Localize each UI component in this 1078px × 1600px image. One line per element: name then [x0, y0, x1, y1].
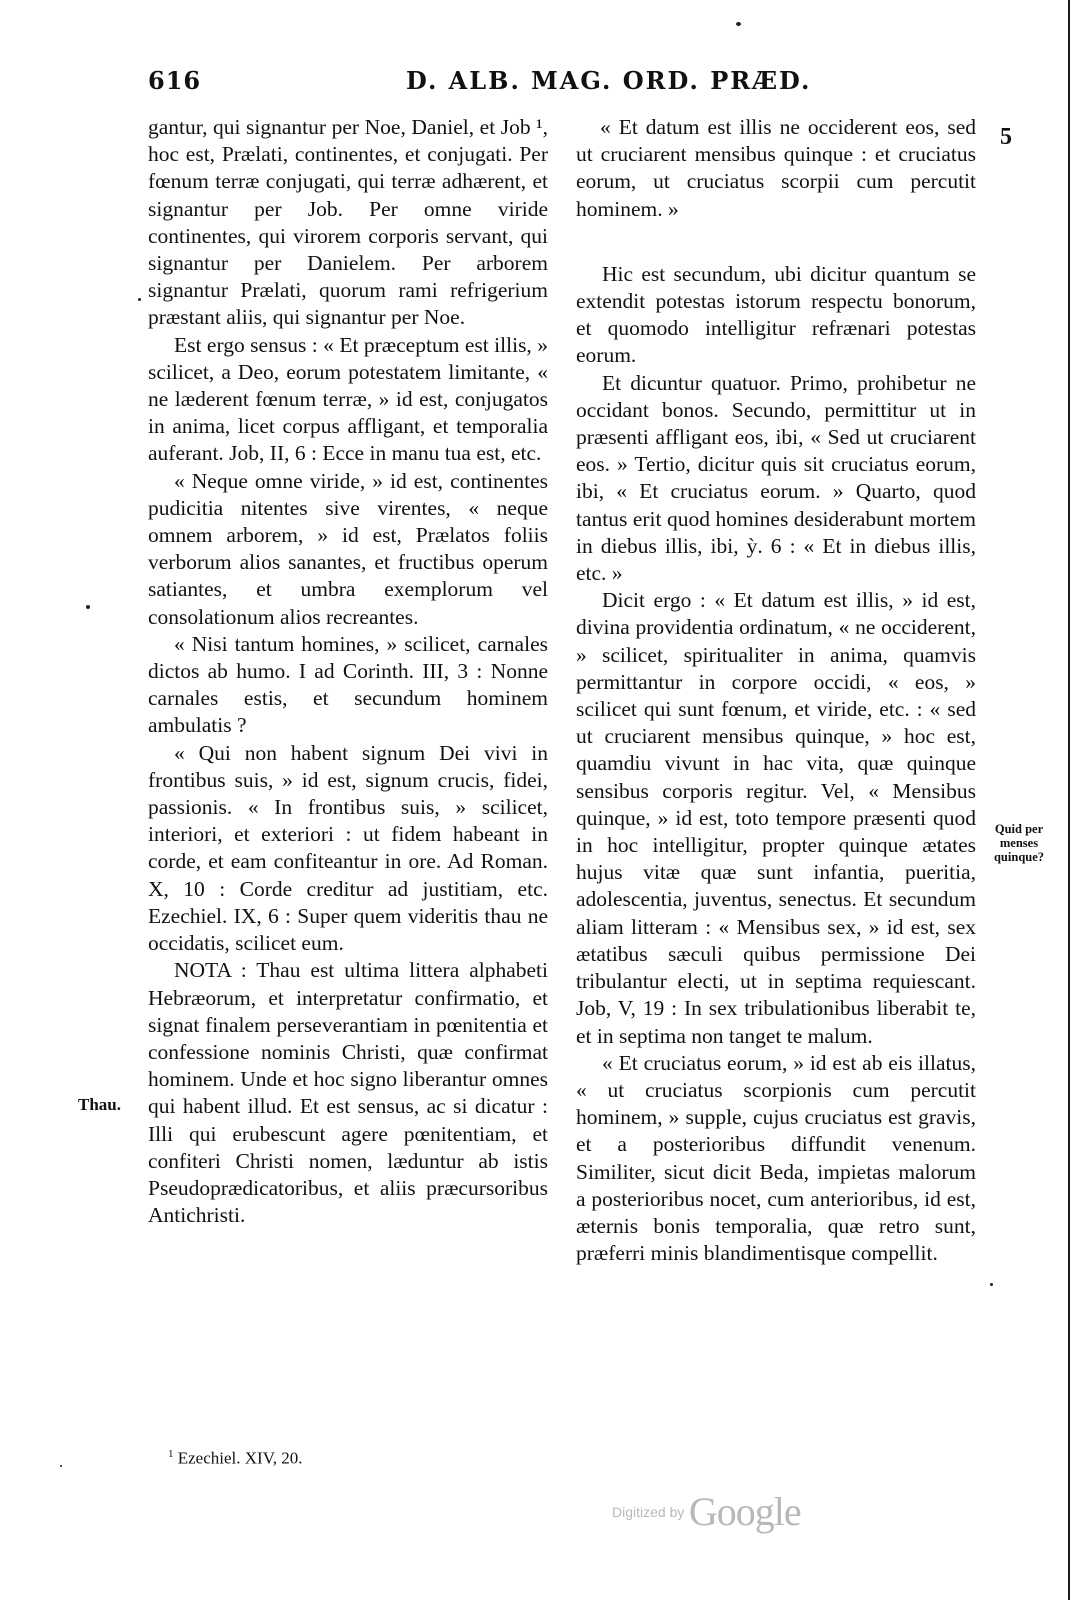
running-head: D. ALB. MAG. ORD. PRÆD.: [406, 66, 812, 95]
margin-verse-number: 5: [1000, 124, 1012, 150]
left-paragraph-3: « Neque omne viride, » id est, continentes pudicitia nitentes sive virentes, « neque omnem arborem, » id est, Prælatos foliis verborum alios sanantes, et fructibus operum satiantes, et umbra exemplorum vel consolationum alios recreantes.: [148, 468, 548, 629]
left-column: [148, 114, 548, 1229]
ink-speck: [990, 1283, 993, 1286]
right-paragraph-1: « Et datum est illis ne occiderent eos, sed ut cruciarent mensibus quinque : et cruciatus eorum, ut cruciatus scorpii cum percutit hominem. »: [576, 115, 976, 221]
left-paragraph-2: Est ergo sensus : « Et præceptum est illis, » scilicet, a Deo, eorum potestatem limitante, « ne læderent fœnum terræ, » id est, conjugatos in anima, licet corpus affligant, et temporalia auferant. Job, II, 6 : Ecce in manu tua est, etc.: [148, 332, 548, 466]
ink-speck: [138, 298, 141, 301]
margin-note-thau: Thau.: [78, 1095, 121, 1114]
right-column: [576, 114, 976, 1267]
left-paragraph-1: gantur, qui signantur per Noe, Daniel, et Job ¹, hoc est, Prælati, continentes, et conjugati. Per fœnum terræ conjugati, qui terræ adhærent, et signantur per Job. Per omne viride continentes, qui virorem corporis servant, qui signantur per Danielem. Per arborem signantur Prælati, quorum rami refrigerium præstant aliis, qui signantur per Noe.: [148, 115, 548, 330]
watermark-brand-logo: Google: [688, 1489, 801, 1534]
right-paragraph-2: Hic est secundum, ubi dicitur quantum se extendit potestas istorum respectu bonorum, et quomodo intelligitur refrænari potestas eorum.: [576, 261, 976, 368]
left-paragraph-4: « Nisi tantum homines, » scilicet, carnales dictos ab humo. I ad Corinth. III, 3 : Nonne carnales estis, et secundum hominem ambulatis ?: [148, 631, 548, 738]
digitized-watermark: [612, 1488, 801, 1535]
margin-note-quid-per-menses: Quid per menses quinque?: [993, 822, 1045, 864]
footnote-marker: 1: [168, 1448, 174, 1460]
right-paragraph-3: Et dicuntur quatuor. Primo, prohibetur ne occidant bonos. Secundo, permittitur ut in præsenti affligant eos, ibi, « Sed ut cruciarent eos. » Tertio, dicitur quis sit cruciatus eorum, ibi, « Et cruciatus eorum. » Quarto, quod tantus erit quod homines desiderabunt mortem in diebus illis, ibi, ỳ. 6 : « Et in diebus illis, etc. »: [576, 370, 976, 586]
footnote: [168, 1448, 303, 1469]
right-paragraph-5: « Et cruciatus eorum, » id est ab eis illatus, « ut cruciatus scorpionis cum percutit hominem, » supple, cujus cruciatus est gravis, et a posterioribus diffundit venenum. Similiter, sicut dicit Beda, impietas malorum a posterioribus nocet, cum anterioribus, id est, æternis bonis temporalia, quæ retro sunt, præferri minis blandimentisque compellit.: [576, 1050, 976, 1266]
page-edge-rule: [1068, 0, 1070, 1600]
right-paragraph-4: Dicit ergo : « Et datum est illis, » id est, divina providentia ordinatum, « ne occiderent, » scilicet, spiritualiter in anima, quamvis permittantur in corpore occidi, « eos, » scilicet qui sunt fœnum, et viride, etc. : « sed ut cruciarent mensibus quinque, » hoc est, quamdiu vivunt in hac vita, quæ quinque sensibus corporis regitur. Vel, « Mensibus quinque, » id est, toto tempore præsenti quod in hoc intelligitur, propter quinque ætates hujus vitæ quæ sunt infantia, pueritia, adolescentia, juventus, senectus. Et secundum aliam litteram : « Mensibus sex, » id est, sex ætatibus sæculi quibus permissione Dei tribulantur electi, ut in septima requiescant. Job, V, 19 : In sex tribulationibus liberabit te, et in septima non tanget te malum.: [576, 588, 976, 1048]
page-number: 616: [148, 66, 202, 95]
ink-speck: [736, 22, 741, 26]
ink-speck: [86, 605, 90, 609]
ink-speck: [60, 1465, 62, 1467]
watermark-digitized-label: Digitized by: [612, 1504, 685, 1520]
left-paragraph-5: « Qui non habent signum Dei vivi in frontibus suis, » id est, signum crucis, fidei, passionis. « In frontibus suis, » scilicet, interiori, et exteriori : ut fidem habeant in corde, et eam confiteantur in ore. Ad Roman. X, 10 : Corde creditur ad justitiam, etc. Ezechiel. IX, 6 : Super quem videritis thau ne occidatis, scilicet eum.: [148, 740, 548, 956]
left-paragraph-6: NOTA : Thau est ultima littera alphabeti Hebræorum, et interpretatur confirmatio, et signat finalem perseverantiam in pœnitentia et confessione nominis Christi, quæ confirmat hominem. Unde et hoc signo liberantur omnes qui habent illud. Et est sensus, ac si dicatur : Illi qui erubescunt agere pœnitentiam, et confiteri Christi nomen, læduntur ab istis Pseudoprædicatoribus, et aliis præcursoribus Antichristi.: [148, 958, 548, 1228]
footnote-text: Ezechiel. XIV, 20.: [177, 1448, 303, 1468]
